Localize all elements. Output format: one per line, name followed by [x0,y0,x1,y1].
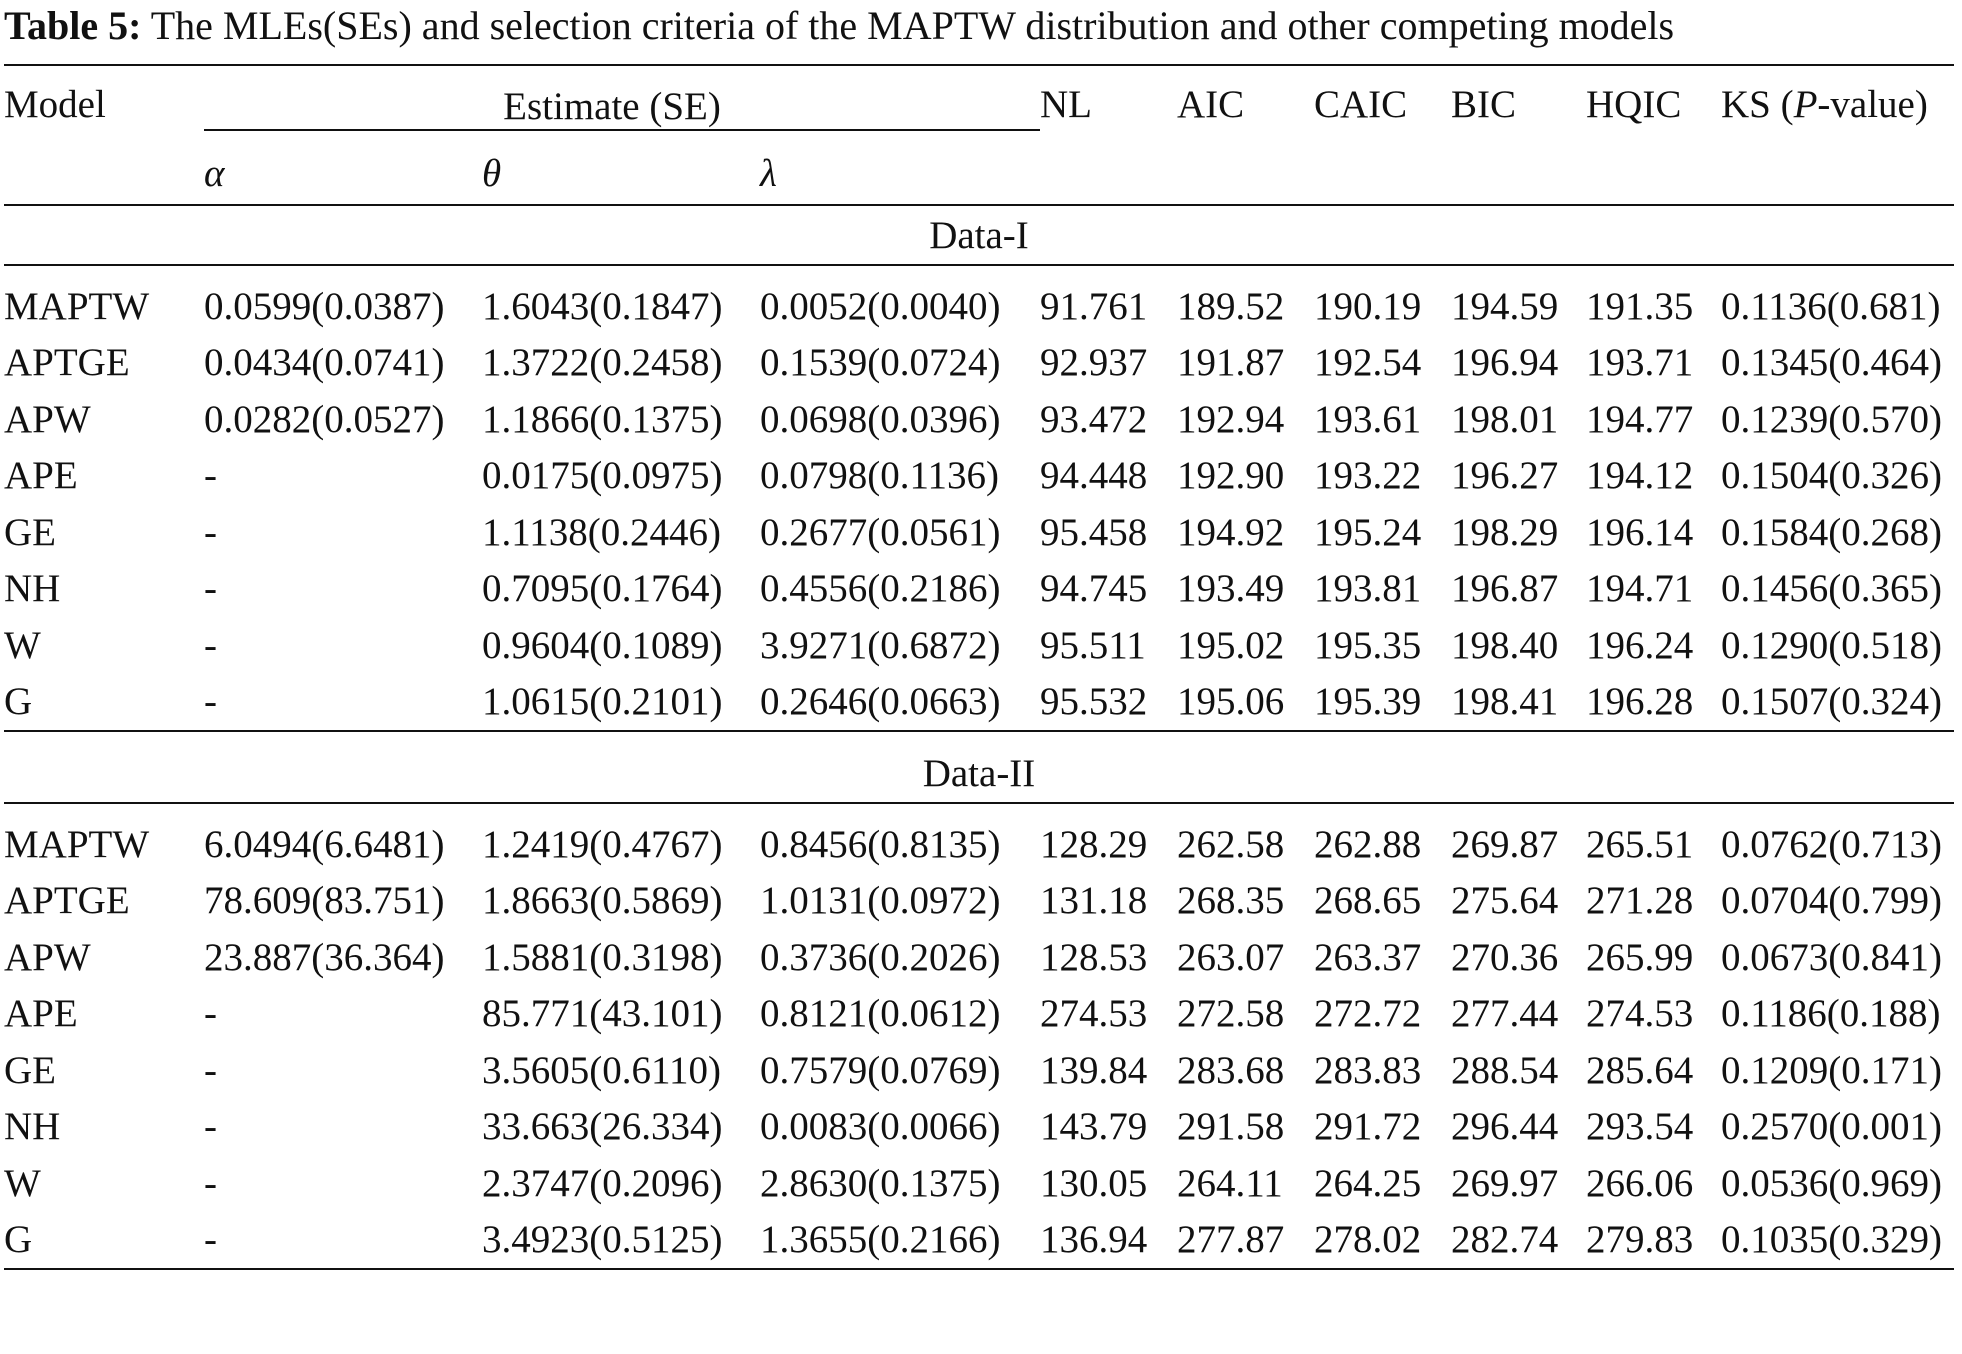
cell-bic: 277.44 [1451,992,1559,1036]
cell-ks: 0.1584(0.268) [1721,510,1942,554]
cell-nl: 128.29 [1040,822,1148,866]
cell-theta: 1.2419(0.4767) [482,822,723,866]
cell-aic: 268.35 [1177,879,1285,923]
cell-ks: 0.1209(0.171) [1721,1048,1942,1092]
cell-lambda: 0.0798(0.1136) [760,454,1000,498]
cell-theta: 3.4923(0.5125) [482,1218,723,1262]
cell-hqic: 194.77 [1586,397,1694,441]
cell-ks: 0.1136(0.681) [1721,284,1941,328]
cell-bic: 196.87 [1451,567,1559,611]
cell-lambda: 0.0052(0.0040) [760,284,1001,328]
cell-nl: 95.532 [1040,680,1148,724]
cell-nl: 91.761 [1040,284,1148,328]
cell-ks: 0.2570(0.001) [1721,1105,1942,1149]
results-table [4,64,1954,1270]
header-nl: NL [1040,82,1092,126]
cell-theta: 85.771(43.101) [482,992,723,1036]
cell-nl: 136.94 [1040,1218,1148,1262]
section-title: Data-I [929,213,1029,257]
cell-nl: 128.53 [1040,935,1148,979]
section-title: Data-II [922,751,1036,795]
table-row [4,929,1954,986]
cell-hqic: 191.35 [1586,284,1694,328]
cell-alpha: 78.609(83.751) [204,879,445,923]
cell-model: APE [4,454,78,498]
caption-label: Table 5: [4,3,142,48]
cell-model: GE [4,510,56,554]
table-row [4,1042,1954,1099]
cell-hqic: 194.12 [1586,454,1694,498]
cell-caic: 263.37 [1314,935,1422,979]
cell-hqic: 194.71 [1586,567,1694,611]
cell-bic: 282.74 [1451,1218,1559,1262]
cell-caic: 193.61 [1314,397,1422,441]
cell-aic: 194.92 [1177,510,1285,554]
cell-hqic: 196.28 [1586,680,1694,724]
cell-ks: 0.0673(0.841) [1721,935,1942,979]
cell-aic: 277.87 [1177,1218,1285,1262]
cell-lambda: 0.2646(0.0663) [760,680,1001,724]
cell-alpha: 23.887(36.364) [204,935,445,979]
cell-model: APE [4,992,78,1036]
cell-bic: 269.97 [1451,1161,1559,1205]
cell-bic: 296.44 [1451,1105,1559,1149]
cell-hqic: 285.64 [1586,1048,1694,1092]
cell-theta: 0.7095(0.1764) [482,567,723,611]
cell-theta: 1.6043(0.1847) [482,284,723,328]
data-1-rows [4,278,1954,731]
cell-nl: 143.79 [1040,1105,1148,1149]
table-row [4,674,1954,732]
cell-model: GE [4,1048,56,1092]
cell-alpha: - [204,1105,217,1149]
cell-caic: 192.54 [1314,341,1422,385]
cell-theta: 1.3722(0.2458) [482,341,723,385]
header-alpha: α [204,151,225,195]
cell-ks: 0.0762(0.713) [1721,822,1942,866]
cell-caic: 283.83 [1314,1048,1422,1092]
header-aic: AIC [1177,82,1245,126]
cell-lambda: 0.0083(0.0066) [760,1105,1001,1149]
header-lambda: λ [760,151,777,195]
cell-theta: 0.0175(0.0975) [482,454,723,498]
header-model: Model [4,82,106,126]
cell-ks: 0.0536(0.969) [1721,1161,1942,1205]
table-row [4,448,1954,505]
cell-lambda: 0.3736(0.2026) [760,935,1001,979]
cell-model: G [4,1218,33,1262]
cell-model: APW [4,935,91,979]
cell-ks: 0.1035(0.329) [1721,1218,1942,1262]
table-row [4,335,1954,392]
caption-text: The MLEs(SEs) and selection criteria of the MAPTW distribution and other competing models [150,3,1675,48]
subheader-row [4,142,1954,205]
cell-alpha: - [204,454,217,498]
cell-hqic: 271.28 [1586,879,1694,923]
header-hqic: HQIC [1586,82,1682,126]
cell-alpha: 0.0282(0.0527) [204,397,445,441]
cell-aic: 192.90 [1177,454,1285,498]
cell-theta: 1.0615(0.2101) [482,680,723,724]
cell-ks: 0.1504(0.326) [1721,454,1942,498]
cell-lambda: 0.0698(0.0396) [760,397,1001,441]
cell-caic: 264.25 [1314,1161,1422,1205]
cell-lambda: 0.1539(0.0724) [760,341,1001,385]
cell-ks: 0.1239(0.570) [1721,397,1942,441]
cell-theta: 1.1138(0.2446) [482,510,722,554]
cell-nl: 130.05 [1040,1161,1148,1205]
cell-model: MAPTW [4,284,150,328]
cell-alpha: - [204,680,217,724]
table-row [4,816,1954,873]
cell-caic: 262.88 [1314,822,1422,866]
table-row [4,278,1954,335]
section-data-1 [4,205,1954,265]
cell-ks: 0.1456(0.365) [1721,567,1942,611]
cell-theta: 1.5881(0.3198) [482,935,723,979]
cell-caic: 193.81 [1314,567,1422,611]
cell-aic: 262.58 [1177,822,1285,866]
cell-caic: 195.24 [1314,510,1422,554]
cell-model: NH [4,567,61,611]
cell-bic: 198.40 [1451,623,1559,667]
cell-aic: 195.06 [1177,680,1285,724]
cell-alpha: 6.0494(6.6481) [204,822,445,866]
cell-aic: 195.02 [1177,623,1285,667]
cell-aic: 193.49 [1177,567,1285,611]
cell-model: APTGE [4,341,130,385]
cell-bic: 275.64 [1451,879,1559,923]
cell-bic: 198.01 [1451,397,1559,441]
cell-ks: 0.1290(0.518) [1721,623,1942,667]
cell-aic: 189.52 [1177,284,1285,328]
cell-hqic: 193.71 [1586,341,1694,385]
cell-bic: 194.59 [1451,284,1559,328]
cell-hqic: 196.14 [1586,510,1694,554]
cell-model: APW [4,397,91,441]
cell-bic: 270.36 [1451,935,1559,979]
cell-aic: 263.07 [1177,935,1285,979]
cell-hqic: 266.06 [1586,1161,1694,1205]
section-data-2 [4,744,1954,803]
cell-hqic: 196.24 [1586,623,1694,667]
cell-theta: 3.5605(0.6110) [482,1048,722,1092]
data-2-rows [4,816,1954,1269]
table-row [4,986,1954,1043]
cell-alpha: 0.0434(0.0741) [204,341,445,385]
cell-bic: 198.41 [1451,680,1559,724]
cell-nl: 94.745 [1040,567,1148,611]
cell-alpha: 0.0599(0.0387) [204,284,445,328]
header-ks: KS (P-value) [1721,82,1928,126]
cell-model: APTGE [4,879,130,923]
cell-nl: 92.937 [1040,341,1148,385]
cell-bic: 288.54 [1451,1048,1559,1092]
table-row [4,504,1954,561]
cell-nl: 95.458 [1040,510,1148,554]
cell-ks: 0.1345(0.464) [1721,341,1942,385]
cell-caic: 195.39 [1314,680,1422,724]
cell-nl: 139.84 [1040,1048,1148,1092]
header-theta: θ [482,151,502,195]
cell-nl: 131.18 [1040,879,1148,923]
cell-caic: 278.02 [1314,1218,1422,1262]
cell-bic: 198.29 [1451,510,1559,554]
cell-caic: 291.72 [1314,1105,1422,1149]
cell-lambda: 0.7579(0.0769) [760,1048,1001,1092]
cell-lambda: 0.8121(0.0612) [760,992,1001,1036]
cell-model: NH [4,1105,61,1149]
header-bic: BIC [1451,82,1517,126]
cell-caic: 272.72 [1314,992,1422,1036]
cell-aic: 272.58 [1177,992,1285,1036]
cell-theta: 0.9604(0.1089) [482,623,723,667]
cell-lambda: 3.9271(0.6872) [760,623,1001,667]
cell-model: W [4,623,41,667]
cell-alpha: - [204,992,217,1036]
cell-caic: 195.35 [1314,623,1422,667]
cell-lambda: 2.8630(0.1375) [760,1161,1001,1205]
cell-lambda: 1.0131(0.0972) [760,879,1001,923]
cell-lambda: 0.8456(0.8135) [760,822,1001,866]
cell-aic: 192.94 [1177,397,1285,441]
cell-theta: 1.8663(0.5869) [482,879,723,923]
cell-bic: 196.27 [1451,454,1559,498]
header-estimate: Estimate (SE) [204,84,1040,131]
cell-nl: 95.511 [1040,623,1146,667]
cell-aic: 283.68 [1177,1048,1285,1092]
cell-theta: 2.3747(0.2096) [482,1161,723,1205]
cell-nl: 94.448 [1040,454,1148,498]
cell-theta: 33.663(26.334) [482,1105,723,1149]
cell-ks: 0.1507(0.324) [1721,680,1942,724]
table-row [4,1212,1954,1270]
table-row [4,1155,1954,1212]
table-row [4,391,1954,448]
cell-alpha: - [204,1218,217,1262]
cell-lambda: 0.4556(0.2186) [760,567,1001,611]
cell-model: G [4,680,33,724]
cell-hqic: 274.53 [1586,992,1694,1036]
cell-nl: 274.53 [1040,992,1148,1036]
cell-hqic: 265.99 [1586,935,1694,979]
cell-bic: 196.94 [1451,341,1559,385]
cell-hqic: 279.83 [1586,1218,1694,1262]
cell-aic: 264.11 [1177,1161,1283,1205]
table-row [4,617,1954,674]
cell-caic: 193.22 [1314,454,1422,498]
table-row [4,1099,1954,1156]
cell-ks: 0.0704(0.799) [1721,879,1942,923]
table-caption [4,0,1954,52]
cell-aic: 191.87 [1177,341,1285,385]
cell-lambda: 1.3655(0.2166) [760,1218,1001,1262]
cell-ks: 0.1186(0.188) [1721,992,1941,1036]
cell-caic: 268.65 [1314,879,1422,923]
table-row [4,873,1954,930]
header-row [4,65,1954,142]
cell-nl: 93.472 [1040,397,1148,441]
cell-bic: 269.87 [1451,822,1559,866]
cell-theta: 1.1866(0.1375) [482,397,723,441]
cell-model: MAPTW [4,822,150,866]
cell-hqic: 265.51 [1586,822,1694,866]
cell-aic: 291.58 [1177,1105,1285,1149]
cell-alpha: - [204,1048,217,1092]
cell-model: W [4,1161,41,1205]
cell-alpha: - [204,567,217,611]
cell-caic: 190.19 [1314,284,1422,328]
header-caic: CAIC [1314,82,1408,126]
cell-alpha: - [204,623,217,667]
cell-hqic: 293.54 [1586,1105,1694,1149]
cell-lambda: 0.2677(0.0561) [760,510,1001,554]
cell-alpha: - [204,510,217,554]
table-row [4,561,1954,618]
cell-alpha: - [204,1161,217,1205]
